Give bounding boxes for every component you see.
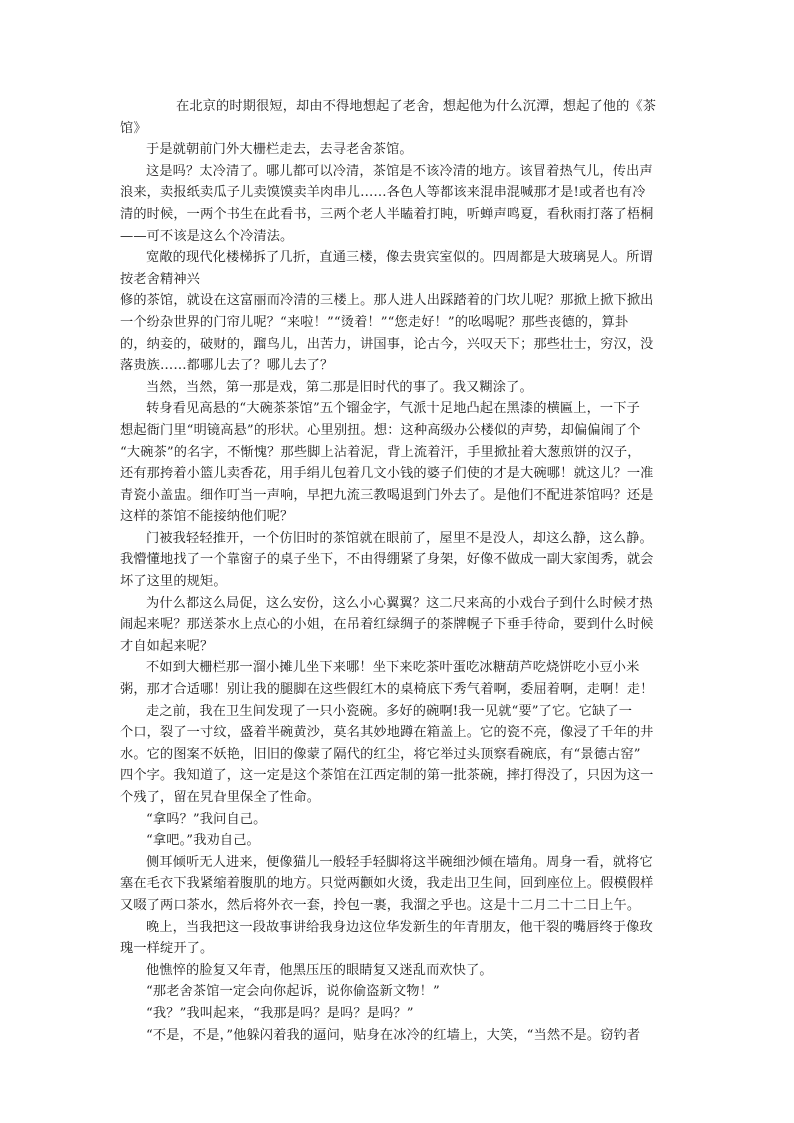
text-line: 晚上，当我把这一段故事讲给我身边这位华发新生的年青朋友，他干裂的嘴唇终于像玫 <box>146 919 653 935</box>
text-line: 侧耳倾听无人进来，便像猫儿一般轻手轻脚将这半碗细沙倾在墙角。周身一看，就将它 <box>146 854 653 870</box>
text-line: 不如到大栅栏那一溜小摊儿坐下来哪！坐下来吃茶叶蛋吃冰糖葫芦吃烧饼吃小豆小米 <box>146 660 640 676</box>
text-line: “拿吗？”我问自己。 <box>146 811 267 827</box>
text-line: 想起衙门里“明镜高悬”的形状。心里别扭。想：这种高级办公楼似的声势，却偏偏闹了个 <box>120 422 641 438</box>
text-line: 宽敞的现代化楼梯拆了几折，直通三楼，像去贵宾室似的。四周都是大玻璃晃人。所谓 <box>146 250 653 266</box>
text-line: 这样的茶馆不能接纳他们呢？ <box>120 509 294 525</box>
text-line: 才自如起来呢？ <box>120 638 214 654</box>
text-line: 水。它的图案不妖艳，旧旧的像蒙了隔代的红尘，将它举过头顶察看碗底，有“景德古窑” <box>120 746 641 762</box>
text-line: 馆》 <box>120 120 147 136</box>
text-line: 按老舍精神兴 <box>120 271 201 287</box>
text-line: 为什么都这么局促，这么安份，这么小心翼翼？这二尺来高的小戏台子到什么时候才热 <box>146 595 653 611</box>
text-line: 当然，当然，第一那是戏，第二那是旧时代的事了。我又糊涂了。 <box>146 379 533 395</box>
text-line: 修的茶馆，就设在这富丽而冷清的三楼上。那人进人出踩踏着的门坎儿呢？那掀上掀下掀出 <box>120 293 654 309</box>
text-line: 坏了这里的规矩。 <box>120 574 227 590</box>
text-line: 个残了，留在旯旮里保全了性命。 <box>120 790 321 805</box>
text-line: 于是就朝前门外大栅栏走去，去寻老舍茶馆。 <box>146 142 413 158</box>
text-line: 一个纷杂世界的门帘儿呢？“来啦！”“烫着！”“您走好！”的吆喝呢？那些丧德的，算卦 <box>120 314 629 330</box>
text-line: “拿吧。”我劝自己。 <box>146 833 260 849</box>
text-line: 瑰一样绽开了。 <box>120 941 214 957</box>
text-line: 我懵懂地找了一个靠窗子的桌子坐下，不由得绷紧了身架，好像不做成一副大家闺秀，就会 <box>120 552 654 568</box>
text-line: 个口，裂了一寸纹，盛着半碗黄沙，莫名其妙地蹲在箱盖上。它的瓷不亮，像浸了千年的井 <box>120 725 654 741</box>
text-line: 闹起来呢？那送茶水上点心的小姐，在吊着红绿绸子的茶牌幌子下垂手待命，要到什么时候 <box>120 617 654 633</box>
text-line: 又啜了两口茶水，然后将外衣一套，拎包一裹，我溜之乎也。这是十二月二十二日上午。 <box>120 897 641 913</box>
document-page <box>120 96 686 1046</box>
text-line: ——可不该是这么个冷清法。 <box>120 228 294 244</box>
text-line: 转身看见高悬的“大碗茶茶馆”五个镏金字，气派十足地凸起在黑漆的横匾上，一下子 <box>146 401 640 417</box>
text-line: 在北京的时期很短，却由不得地想起了老舍，想起他为什么沉潭，想起了他的《茶 <box>176 99 657 114</box>
text-line: “那老舍茶馆一定会向你起诉，说你偷盗新文物！” <box>146 984 440 1000</box>
text-line: 他憔悴的脸复又年青，他黑压压的眼睛复又迷乱而欢快了。 <box>146 962 493 978</box>
text-line: “大碗茶”的名字，不惭愧？那些脚上沾着泥，背上流着汗，手里掀扯着大葱煎饼的汉子， <box>120 444 641 460</box>
text-line: 清的时候，一两个书生在此看书，三两个老人半瞌着打盹，听蝉声鸣夏，看秋雨打落了梧桐 <box>120 206 654 222</box>
text-line: 浪来，卖报纸卖瓜子儿卖馍馍卖羊肉串儿……各色人等都该来混串混喊那才是!或者也有冷 <box>120 185 646 201</box>
text-line: “我？”我叫起来，“我那是吗？是吗？是吗？” <box>146 1005 414 1021</box>
text-line: 门被我轻轻推开，一个仿旧时的茶馆就在眼前了，屋里不是没人，却这么静，这么静。 <box>146 530 653 546</box>
text-line: 走之前，我在卫生间发现了一只小瓷碗。多好的碗啊!我一见就“要”了它。它缺了一 <box>146 703 633 719</box>
text-line: 这是吗？太冷清了。哪儿都可以冷清，茶馆是不该冷清的地方。该冒着热气儿，传出声 <box>146 163 653 179</box>
text-line: 粥，那才合适哪！别让我的腿脚在这些假红木的桌椅底下秀气着啊，委屈着啊，走啊！走！ <box>120 682 654 698</box>
text-line: 还有那挎着小篮儿卖香花，用手绢儿包着几文小钱的婆子们使的才是大碗哪！就这儿？一准 <box>120 466 654 482</box>
text-line: 的，纳妾的，破财的，蹓鸟儿，出苦力，讲国事，论古今，兴叹天下；那些壮士，穷汉，没 <box>120 336 654 352</box>
text-line: 落贵族……都哪儿去了？哪儿去了？ <box>120 358 334 374</box>
text-line: 四个字。我知道了，这一定是这个茶馆在江西定制的第一批茶碗，摔打得没了，只因为这一 <box>120 768 654 784</box>
text-line: 塞在毛衣下我紧缩着腹肌的地方。只觉两颧如火烫，我走出卫生间，回到座位上。假模假样 <box>120 876 654 892</box>
text-line: “不是，不是，”他躲闪着我的逼问，贴身在冰冷的红墙上，大笑，“当然不是。窃钓者 <box>146 1027 641 1043</box>
text-line: 青瓷小盖盅。细作叮当一声响，早把九流三教喝退到门外去了。是他们不配进茶馆吗？还是 <box>120 487 654 503</box>
